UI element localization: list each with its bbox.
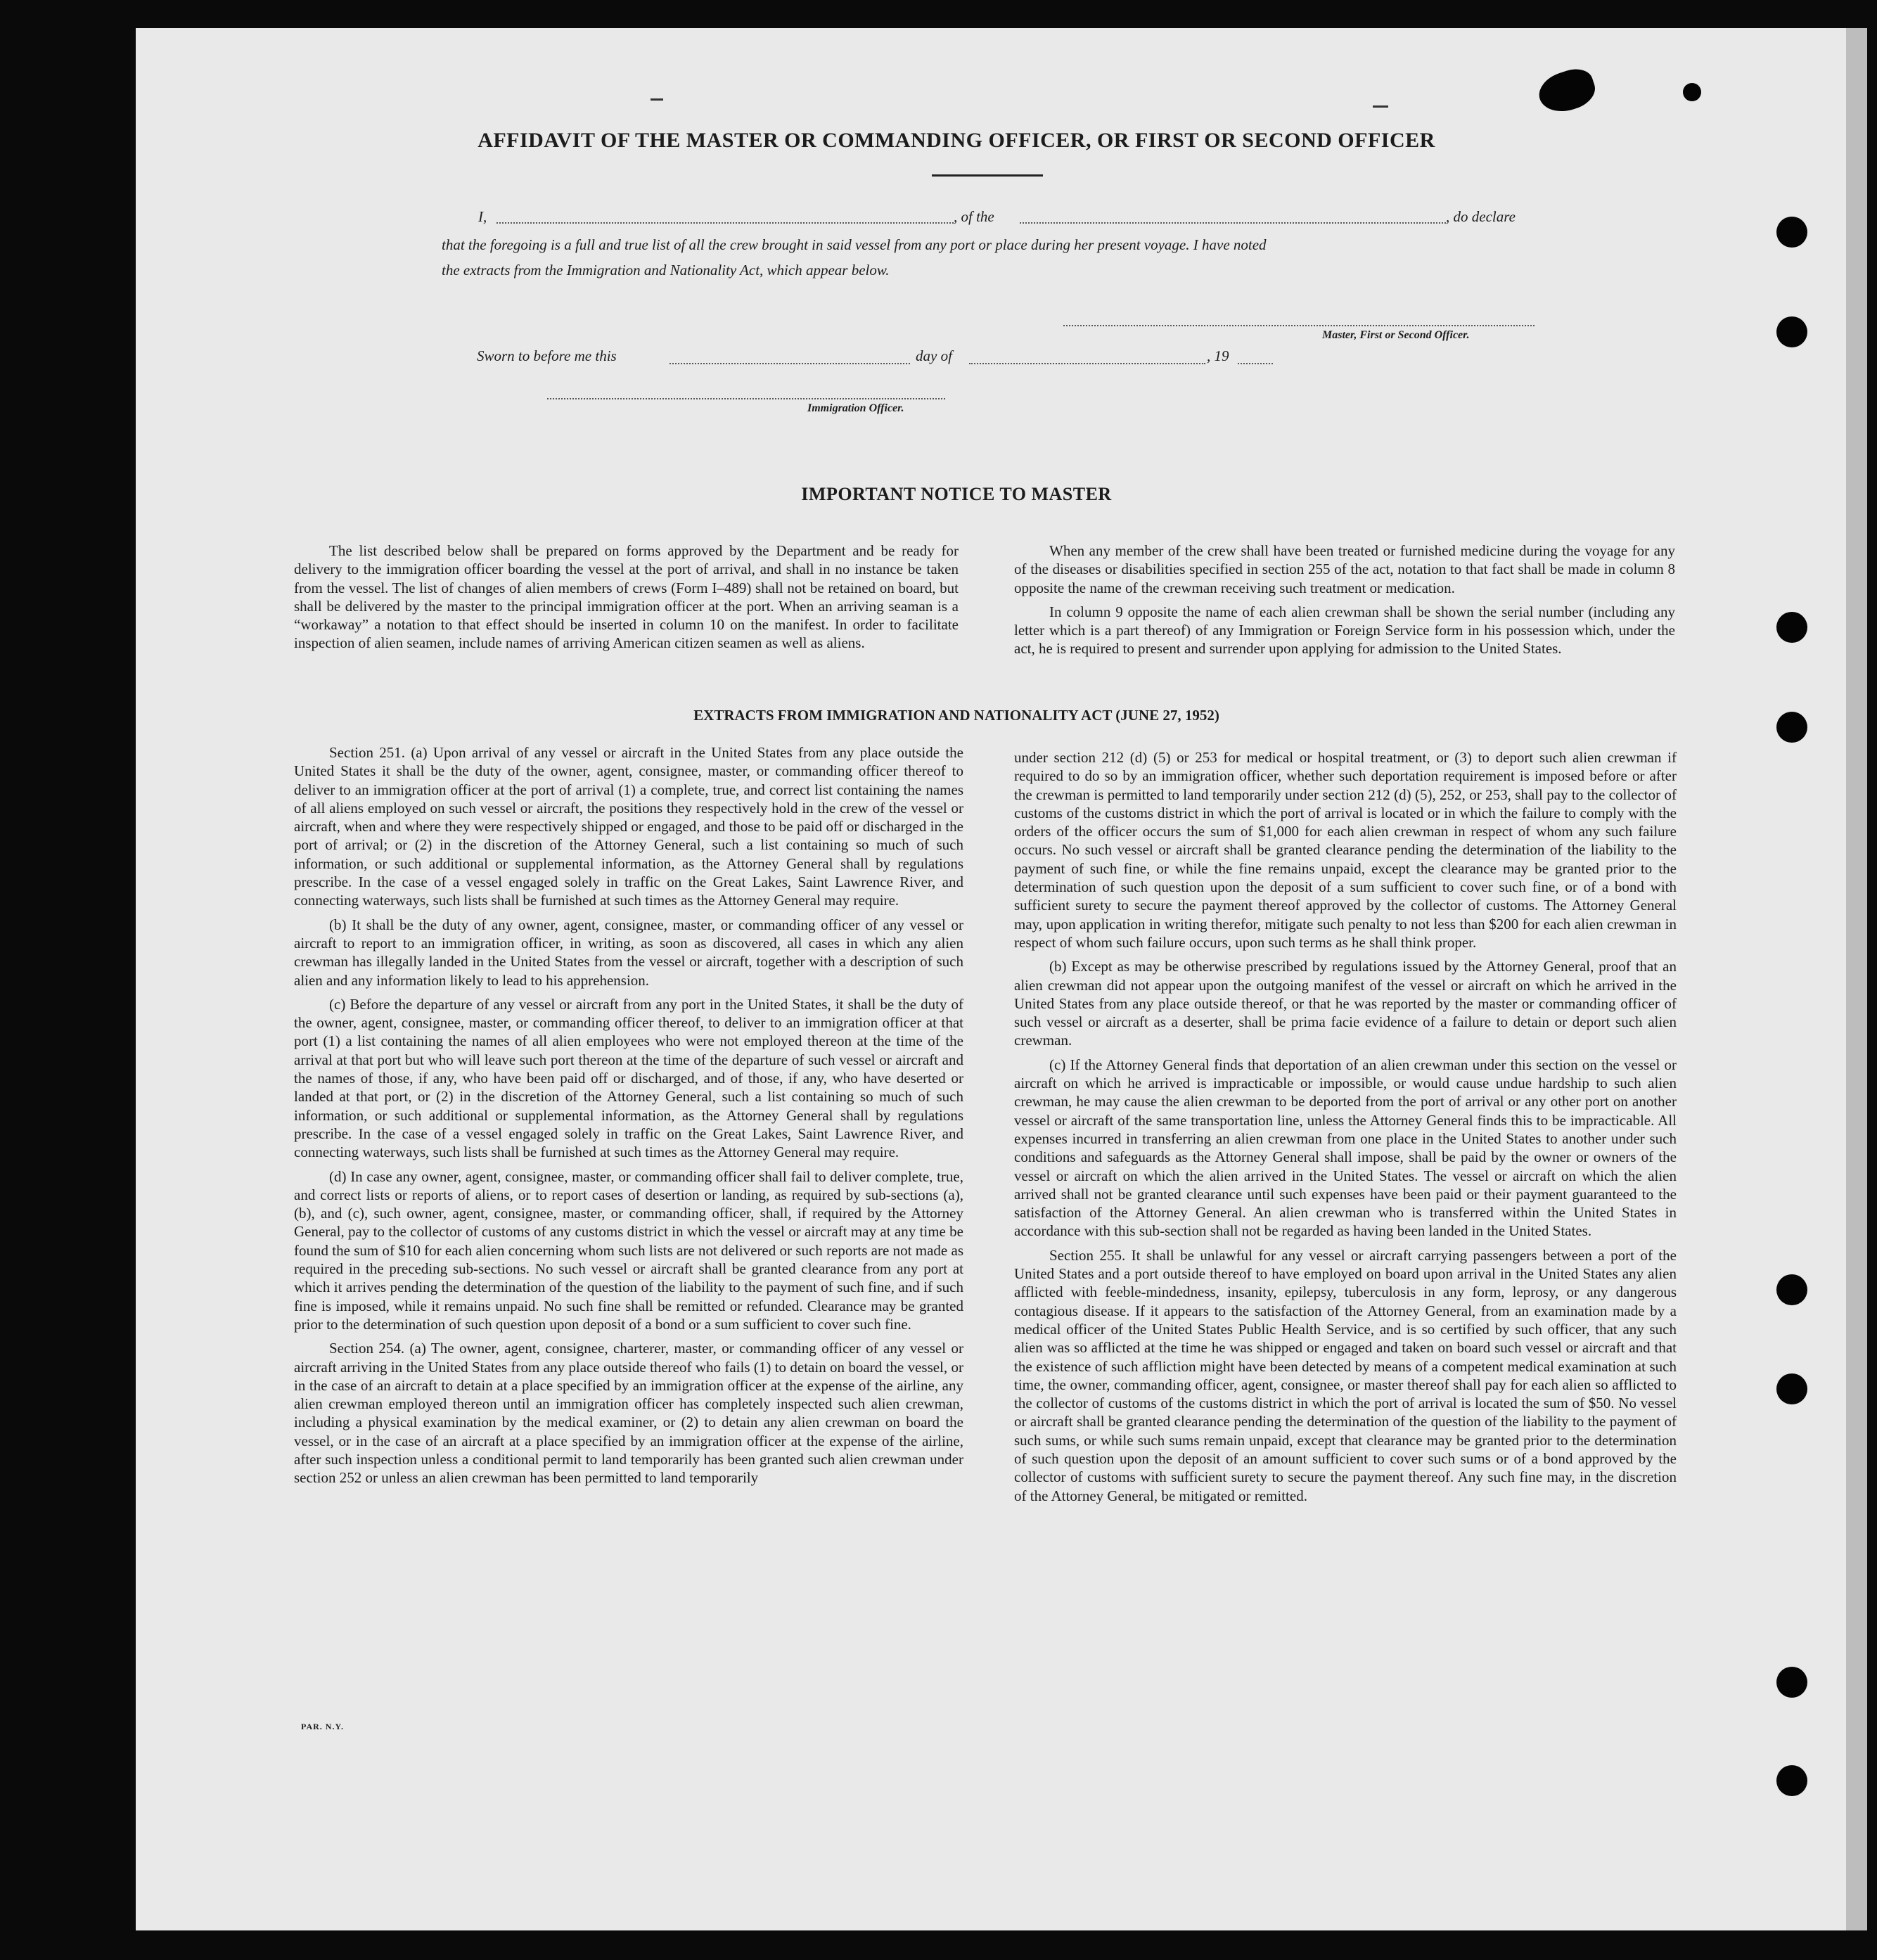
declarant-label: I, — [478, 208, 487, 225]
sworn-month-field[interactable] — [969, 363, 1205, 364]
officer-signature-line[interactable] — [547, 398, 945, 399]
act-paragraph: (c) Before the departure of any vessel or aircraft from any port in the United States, it shall be the duty of the owner, agent, consignee, master, or commanding officer thereof, to deliver to an immigration officer at that port (1) a list containing the names of all alien employees who were not employed thereon at the time of the arrival at that port but who will leave such port thereon at the time of the departure of such vessel or aircraft and the names of those, if any, who have been paid off or discharged, and of those, if any, who have deserted or landed at that port, or (2) in the discretion of the Attorney General, such a list containing so much of such information, or such additional or supplemental information, as the Attorney General shall by regulations prescribe. In the case of a vessel engaged solely in traffic on the Great Lakes, Saint Lawrence River, and connecting waterways, such lists shall be furnished at such times as the Attorney General may require. — [294, 995, 963, 1161]
extracts-left-column — [294, 743, 963, 1493]
do-declare-label: , do declare — [1446, 208, 1516, 225]
sworn-year-field[interactable] — [1238, 363, 1273, 364]
notice-paragraph: When any member of the crew shall have been treated or furnished medicine during the voyage for any of the diseases or disabilities specified in section 255 of the act, notation to that fact shall be made in column 8 opposite the name of the crewman receiving such treatment or medication. — [1014, 542, 1675, 596]
punch-mark — [1683, 83, 1701, 101]
act-paragraph: Section 254. (a) The owner, agent, consignee, charterer, master, or commanding officer of any vessel or aircraft arriving in the United States from any place outside thereof who fails (1) to detain on board the vessel, or in the case of an aircraft to detain at a place specified by an immigration officer at the expense of the airline, any alien crewman employed thereon until an immigration officer has completely inspected such alien crewman, including a physical examination by the medical examiner, or (2) to detain any alien crewman on board the vessel, or in the case of an aircraft at a place specified by an immigration officer at the expense of the airline, after such inspection unless a conditional permit to land temporarily has been granted such alien crewman under section 252 or unless an alien crewman has been permitted to land temporarily — [294, 1340, 963, 1487]
binder-hole — [1776, 217, 1807, 248]
notice-right-column — [1014, 542, 1675, 664]
act-paragraph: (d) In case any owner, agent, consignee, master, or commanding officer shall fail to deliver complete, true, and correct lists or reports of aliens, or to report cases of desertion or landing, as required by sub-sections (a), (b), and (c), such owner, agent, consignee, master, or commanding officer, shall, if required by the Attorney General, pay to the collector of customs of any customs district in which the vessel or aircraft may at any time be found the sum of $10 for each alien concerning whom such lists are not delivered or such reports are not made as required in the preceding sub-sections. No such vessel or aircraft shall be granted clearance from any port at which it arrives pending the determination of the question of the liability to the payment of such fine, and if such fine is imposed, while it remains unpaid. No such fine shall be remitted or refunded. Clearance may be granted prior to the determination of such question upon deposit of a bond or a sum sufficient to cover such fine. — [294, 1167, 963, 1333]
notice-heading: IMPORTANT NOTICE TO MASTER — [801, 484, 1112, 504]
notice-paragraph: The list described below shall be prepared on forms approved by the Department and be ready for delivery to the immigration officer boarding the vessel at the port of arrival, and shall in no instance be taken from the vessel. The list of changes of alien members of crews (Form I–489) shall not be retained on board, but shall be delivered by the master to the principal immigration officer at the port. When an arriving seaman is a “workaway” a notation to that effect should be inserted in column 10 on the manifest. In order to facilitate inspection of alien seamen, include names of arriving American citizen seamen as well as aliens. — [294, 542, 959, 652]
year-label: , 19 — [1207, 347, 1229, 364]
vessel-name-field[interactable] — [1020, 222, 1446, 224]
binder-hole — [1776, 712, 1807, 743]
binder-hole — [1776, 612, 1807, 643]
act-paragraph: Section 255. It shall be unlawful for any vessel or aircraft carrying passengers between a port of the United States and a port outside thereof to have employed on board upon arrival in the United States any alien afflicted with feeble-mindedness, insanity, epilepsy, tuberculosis in any form, leprosy, or any dangerous contagious disease. If it appears to the satisfaction of the Attorney General, from an examination made by a medical officer of the United States Public Health Service, and is so certified by such officer, that any such alien was so afflicted at the time he was shipped or engaged and taken on board such vessel or aircraft and that the existence of such affliction might have been detected by means of a competent medical examination at such time, the owner, commanding officer, agent, consignee, or master thereof shall pay for each alien so afflicted to the collector of customs of the customs district in which the port of arrival is located the sum of $50. No vessel or aircraft shall be granted clearance pending the determination of the question of the liability to the payment of such sums, or while such sums remain unpaid, except that clearance may be granted prior to the determination of such question upon the deposit of an amount sufficient to cover such sums or of a bond approved by the collector of customs with sufficient surety to secure the payment thereof. Any such fine may, in the discretion of the Attorney General, be mitigated or remitted. — [1014, 1246, 1677, 1504]
act-paragraph: (c) If the Attorney General finds that deportation of an alien crewman under this section on the vessel or aircraft on which he arrived is impracticable or impossible, or would cause undue hardship to such alien crewman, he may cause the alien crewman to be deported from the port of arrival or any other port on another vessel or aircraft of the same transportation line, unless the Attorney General finds this to be impracticable. All expenses incurred in transferring an alien crewman from one place in the United States to another under such conditions and safeguards as the Attorney General shall impose, shall be paid by the owner or owners of the vessel or aircraft on which the alien arrived in the United States. The vessel or aircraft on which the alien arrived shall not be granted clearance until such expenses have been paid or their payment guaranteed to the satisfaction of the Attorney General. An alien crewman who is transferred within the United States in accordance with this sub-section shall not be regarded as having been landed in the United States. — [1014, 1056, 1677, 1240]
declaration-line-2: that the foregoing is a full and true list of all the crew brought in said vessel from any port or place during her present voyage. I have noted — [442, 236, 1267, 253]
act-paragraph: under section 212 (d) (5) or 253 for medical or hospital treatment, or (3) to deport such alien crewman if required to do so by an immigration officer, whether such deportation requirement is imposed before or after the crewman is permitted to land temporarily under section 212 (d) (5), 252, or 253, shall pay to the collector of customs of the customs district in which the port of arrival is located or in which the failure to comply with the orders of the officer occurs the sum of $1,000 for each alien crewman in respect of whom any such failure occurs. No such vessel or aircraft shall be granted clearance pending the determination of the liability to the payment of such fine, or while the fine remains unpaid, except the clearance may be granted prior to the determination of such question upon the deposit of a sum sufficient to cover such fine, or of a bond with sufficient surety to secure the payment thereof approved by the collector of customs. The Attorney General may, upon application in writing therefor, mitigate such penalty to not less than $200 for each alien crewman in respect of whom such failure occurs, upon such terms as he shall think proper. — [1014, 749, 1677, 951]
binder-hole — [1776, 1667, 1807, 1698]
sworn-day-field[interactable] — [670, 363, 910, 364]
speck — [651, 98, 663, 101]
form-title: AFFIDAVIT OF THE MASTER OR COMMANDING OFFICER, OR FIRST OR SECOND OFFICER — [478, 129, 1435, 152]
act-paragraph: (b) It shall be the duty of any owner, agent, consignee, master, or commanding officer of any vessel or aircraft to report to an immigration officer, in writing, as soon as discovered, all cases in which any alien crewman has illegally landed in the United States from the vessel or aircraft, together with a description of such alien and any information likely to lead to his apprehension. — [294, 916, 963, 989]
binder-hole — [1776, 1373, 1807, 1404]
master-signature-line[interactable] — [1063, 325, 1535, 326]
of-the-label: , of the — [954, 208, 994, 225]
master-caption: Master, First or Second Officer. — [1322, 329, 1470, 341]
speck — [1373, 105, 1388, 108]
binder-hole — [1776, 1765, 1807, 1796]
day-of-label: day of — [916, 347, 952, 364]
extracts-heading: EXTRACTS FROM IMMIGRATION AND NATIONALITY ACT (JUNE 27, 1952) — [693, 707, 1219, 724]
declaration-line-3: the extracts from the Immigration and Nationality Act, which appear below. — [442, 262, 890, 278]
binder-hole — [1776, 1274, 1807, 1305]
officer-caption: Immigration Officer. — [807, 402, 904, 414]
page-edge-shadow — [1846, 28, 1867, 1930]
printer-imprint: PAR. N.Y. — [301, 1722, 345, 1731]
title-underline — [932, 174, 1043, 177]
act-paragraph: Section 251. (a) Upon arrival of any vessel or aircraft in the United States from any place outside the United States it shall be the duty of the owner, agent, consignee, master, or commanding officer thereof to deliver to an immigration officer at the port of arrival (1) a complete, true, and correct list containing the names of all aliens employed on such vessel or aircraft, the positions they respectively hold in the crew of the vessel or aircraft, when and where they were respectively shipped or engaged, and those to be paid off or discharged in the port of arrival; or (2) in the discretion of the Attorney General, such a list containing so much of such information, or such additional or supplemental information, as the Attorney General shall by regulations prescribe. In the case of a vessel engaged solely in traffic on the Great Lakes, Saint Lawrence River, and connecting waterways, such lists shall be furnished at such times as the Attorney General may require. — [294, 744, 963, 909]
notice-paragraph: In column 9 opposite the name of each alien crewman shall be shown the serial number (including any letter which is a part thereof) of any Immigration or Foreign Service form in his possession which, under the act, he is required to present and surrender upon applying for admission to the United States. — [1014, 603, 1675, 658]
act-paragraph: (b) Except as may be otherwise prescribed by regulations issued by the Attorney General, proof that an alien crewman did not appear upon the outgoing manifest of the vessel or aircraft on which he arrived in the United States from any place outside thereof, or that he was reported by the master or commanding officer of such vessel or aircraft as a deserter, shall be prima facie evidence of a failure to detain or deport such alien crewman. — [1014, 958, 1677, 1049]
notice-left-column — [294, 542, 959, 658]
extracts-right-column — [1014, 748, 1677, 1511]
sworn-label: Sworn to before me this — [477, 347, 617, 364]
declarant-name-field[interactable] — [497, 222, 954, 224]
binder-hole — [1776, 316, 1807, 347]
